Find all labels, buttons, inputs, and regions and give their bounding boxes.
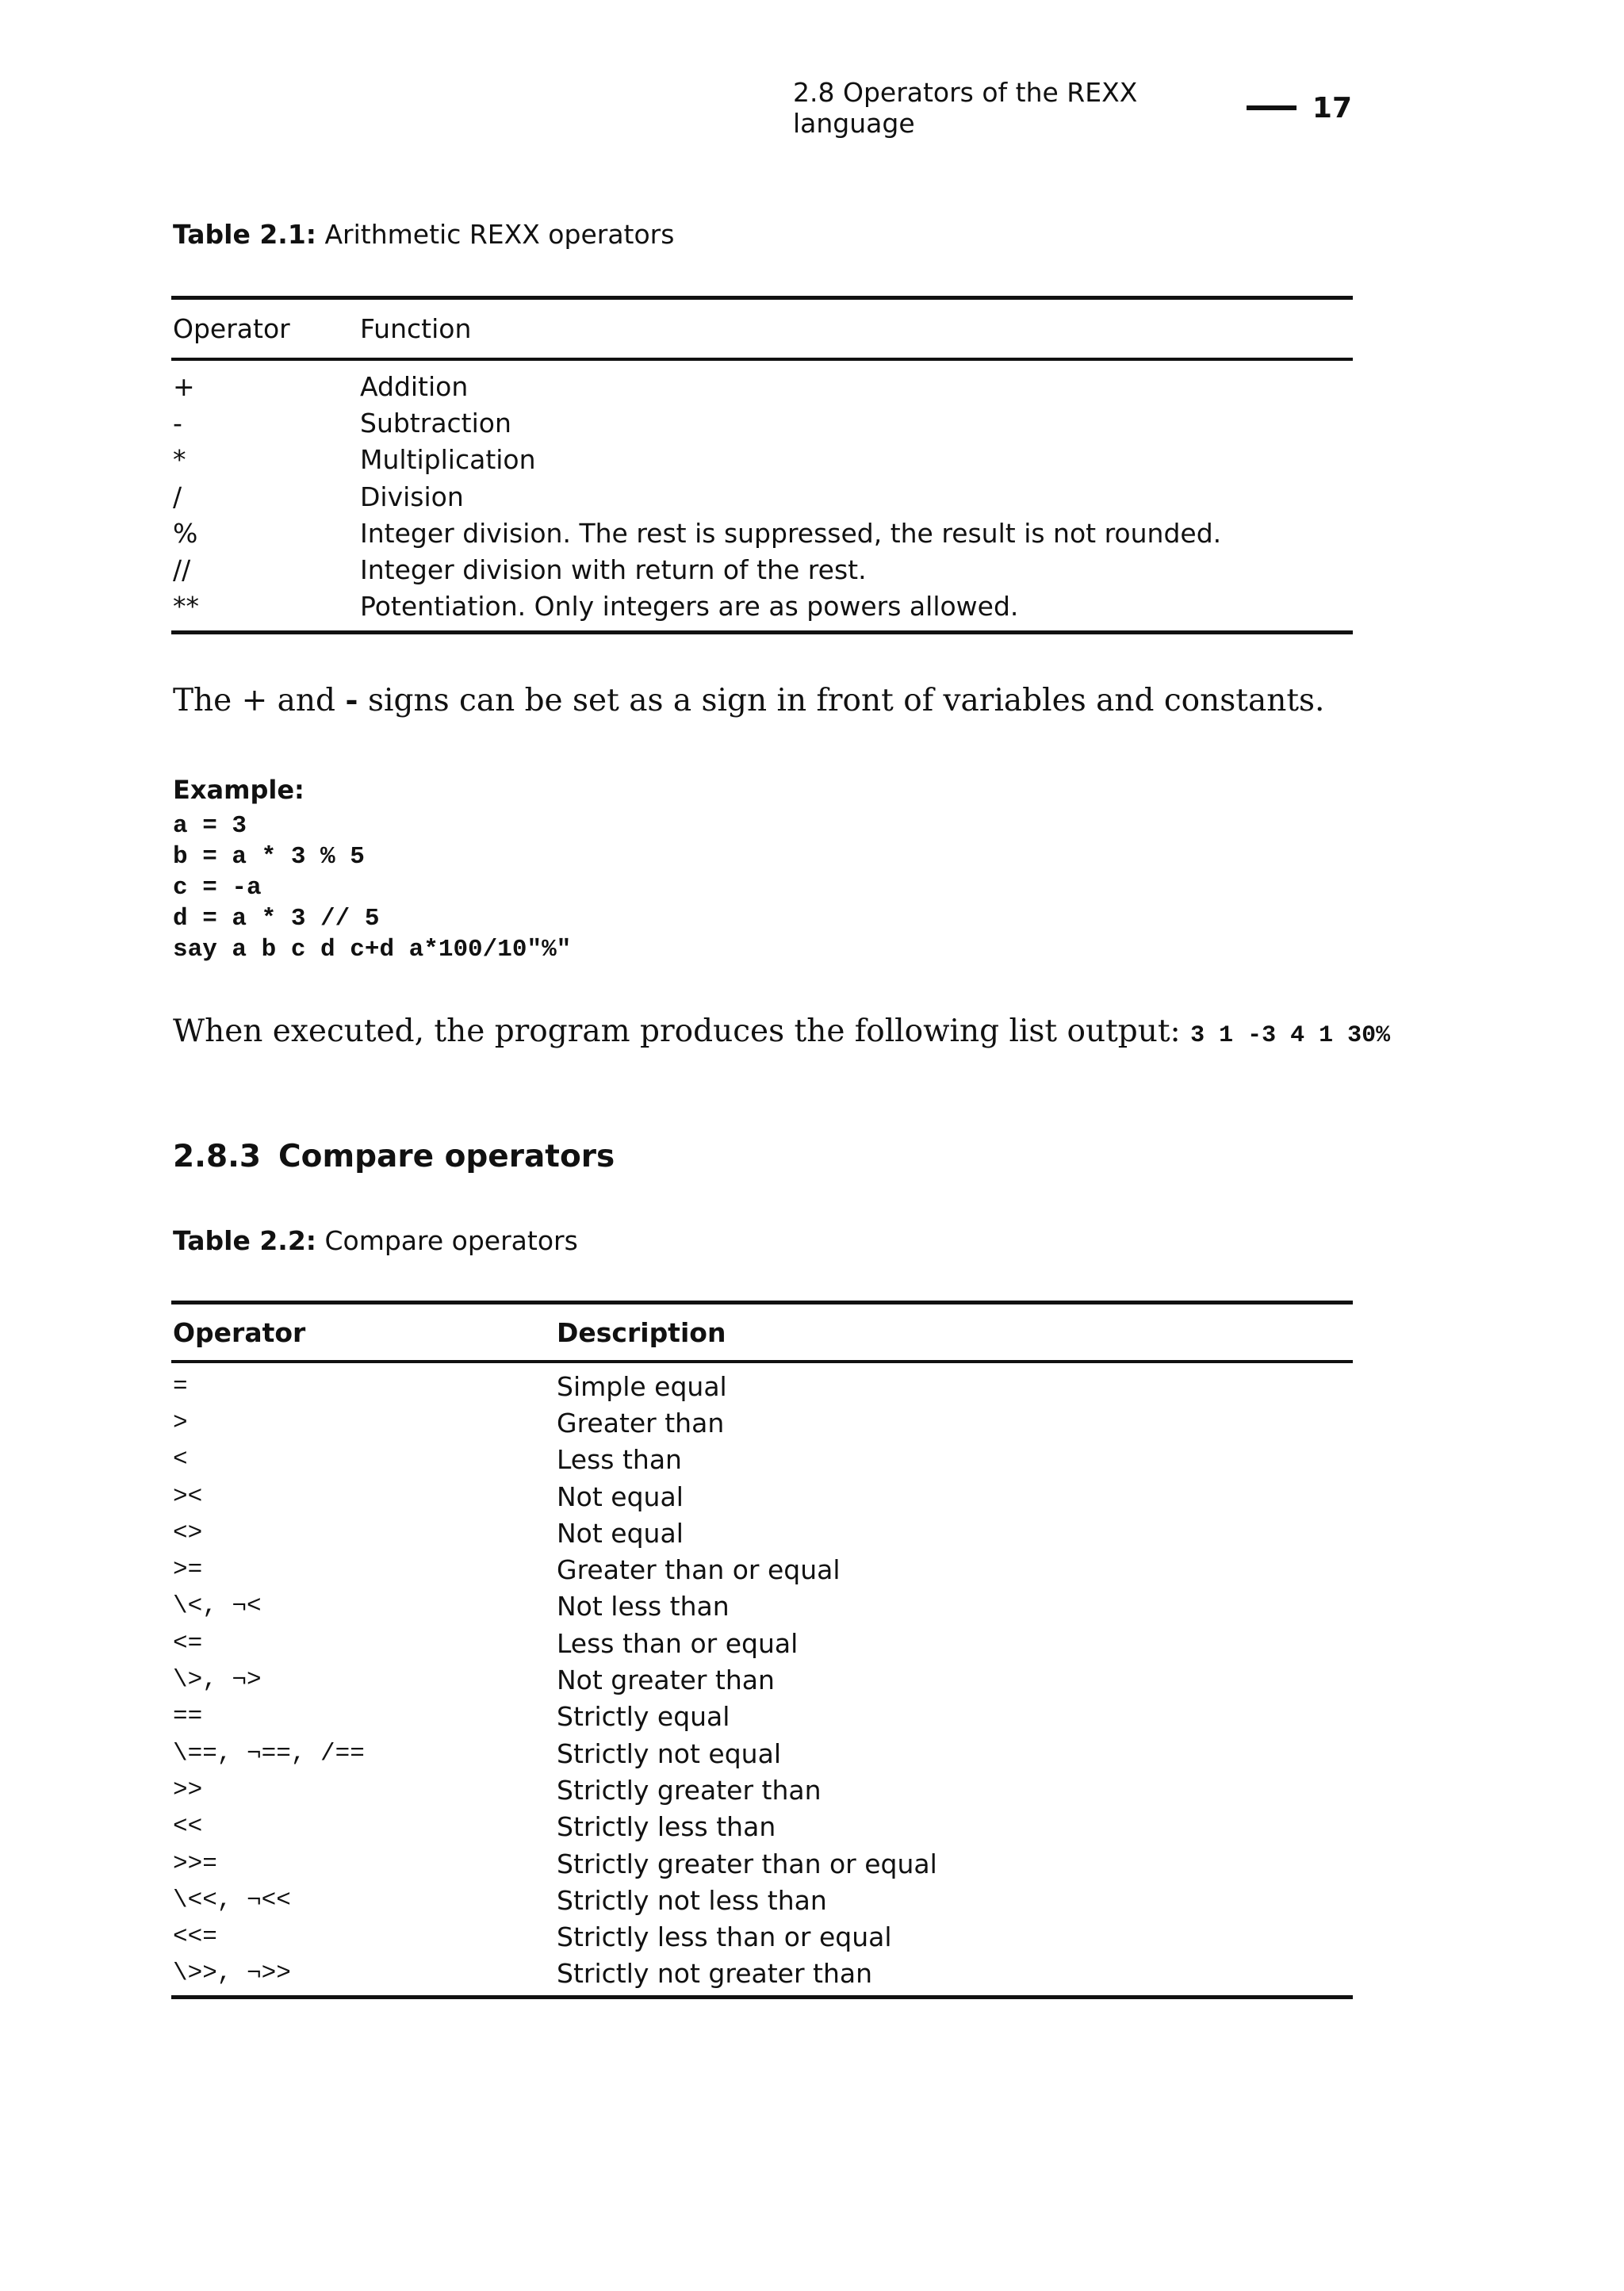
description-cell: Division <box>360 481 464 512</box>
header-rule <box>1247 105 1297 110</box>
table-header-row <box>171 1304 1353 1360</box>
operator-cell: / <box>173 481 182 512</box>
section-number: 2.8.3 <box>173 1139 262 1174</box>
running-header <box>793 77 1352 139</box>
description-cell: Strictly less than <box>557 1811 776 1843</box>
operator-cell: < <box>173 1446 188 1474</box>
description-cell: Strictly equal <box>557 1701 730 1733</box>
code-line: a = 3 <box>173 812 247 840</box>
description-cell: Addition <box>360 370 469 402</box>
code-line: b = a * 3 % 5 <box>173 843 365 871</box>
paragraph-text-part: The + and <box>173 683 346 718</box>
table-row <box>171 1515 1353 1551</box>
table-row <box>171 1956 1353 1992</box>
operator-cell: >> <box>173 1776 203 1804</box>
table-row <box>171 442 1353 478</box>
table-row <box>171 1551 1353 1588</box>
operator-cell: \>, ¬> <box>173 1666 262 1695</box>
operator-cell: \<<, ¬<< <box>173 1886 291 1914</box>
code-line: say a b c d c+d a*100/10"%" <box>173 936 572 964</box>
arithmetic-operators-table <box>171 296 1353 634</box>
table-row <box>171 404 1353 441</box>
column-header-function: Function <box>360 313 472 344</box>
table2-caption <box>173 1225 578 1256</box>
description-cell: Strictly greater than or equal <box>557 1848 937 1879</box>
description-cell: Integer division. The rest is suppressed, the result is not rounded. <box>360 517 1222 549</box>
description-cell: Integer division with return of the rest. <box>360 554 867 586</box>
operator-cell: + <box>173 370 195 402</box>
description-cell: Multiplication <box>360 444 536 476</box>
table-row <box>171 1404 1353 1441</box>
table-row <box>171 1661 1353 1698</box>
operator-cell: >>= <box>173 1849 217 1878</box>
operator-cell: >= <box>173 1556 203 1584</box>
code-line: d = a * 3 // 5 <box>173 905 380 933</box>
operator-cell: << <box>173 1813 203 1841</box>
table-row <box>171 1588 1353 1625</box>
operator-cell: <> <box>173 1519 203 1547</box>
table-row <box>171 1809 1353 1845</box>
table-bottom-rule <box>171 1995 1353 1999</box>
table1-caption-label: Table 2.1: <box>173 219 316 250</box>
description-cell: Strictly not greater than <box>557 1958 873 1990</box>
code-example <box>173 810 571 965</box>
table-header-row <box>171 300 1353 358</box>
code-line: c = -a <box>173 874 262 902</box>
operator-cell: > <box>173 1408 188 1437</box>
table-row <box>171 1845 1353 1882</box>
description-cell: Strictly greater than <box>557 1774 822 1806</box>
table1-caption-text: Arithmetic REXX operators <box>316 219 675 250</box>
description-cell: Strictly not equal <box>557 1737 781 1769</box>
compare-operators-table <box>171 1301 1353 1999</box>
column-header-operator: Operator <box>173 1316 306 1348</box>
description-cell: Simple equal <box>557 1370 727 1402</box>
column-header-description: Description <box>557 1316 726 1348</box>
description-cell: Not equal <box>557 1517 684 1549</box>
table-row <box>171 1735 1353 1772</box>
operator-cell: * <box>173 444 186 476</box>
table-row <box>171 588 1353 625</box>
table-row <box>171 551 1353 588</box>
description-cell: Not greater than <box>557 1665 775 1696</box>
operator-cell: \<, ¬< <box>173 1592 262 1621</box>
operator-cell: = <box>173 1372 188 1400</box>
paragraph-bold-minus: - <box>345 682 358 718</box>
description-cell: Greater than or equal <box>557 1554 841 1586</box>
operator-cell: <= <box>173 1629 203 1657</box>
operator-cell: == <box>173 1703 203 1731</box>
paragraph-output <box>173 1013 1390 1049</box>
table-row <box>171 515 1353 551</box>
table2-caption-text: Compare operators <box>316 1225 578 1256</box>
table-row <box>171 1699 1353 1735</box>
paragraph-text-part: signs can be set as a sign in front of variables and constants. <box>358 683 1325 718</box>
running-header-title: 2.8 Operators of the REXX language <box>793 77 1138 139</box>
paragraph-signs <box>173 682 1324 718</box>
paragraph-output-text: When executed, the program produces the following list output: <box>173 1013 1191 1049</box>
description-cell: Less than or equal <box>557 1627 799 1659</box>
description-cell: Less than <box>557 1444 682 1476</box>
operator-cell: % <box>173 517 198 549</box>
table-row <box>171 1882 1353 1918</box>
operator-cell: - <box>173 407 182 439</box>
table-row <box>171 1368 1353 1404</box>
table1-caption <box>173 219 674 250</box>
table2-caption-label: Table 2.2: <box>173 1225 316 1256</box>
table-row <box>171 1918 1353 1955</box>
page-number: 17 <box>1312 91 1352 125</box>
description-cell: Greater than <box>557 1407 725 1439</box>
table-body <box>171 368 1353 625</box>
section-heading <box>173 1139 615 1174</box>
example-label: Example: <box>173 775 304 805</box>
description-cell: Subtraction <box>360 407 511 439</box>
description-cell: Potentiation. Only integers are as powers allowed. <box>360 591 1019 623</box>
operator-cell: // <box>173 554 191 586</box>
operator-cell: \==, ¬==, /== <box>173 1739 365 1768</box>
table-bottom-rule <box>171 630 1353 634</box>
description-cell: Strictly not less than <box>557 1884 827 1916</box>
table-row <box>171 1625 1353 1661</box>
column-header-operator: Operator <box>173 313 290 344</box>
operator-cell: >< <box>173 1482 203 1511</box>
description-cell: Not less than <box>557 1591 730 1622</box>
inline-code-output: 3 1 -3 4 1 30% <box>1190 1022 1391 1049</box>
description-cell: Not equal <box>557 1481 684 1512</box>
table-row <box>171 1442 1353 1478</box>
operator-cell: ** <box>173 591 199 623</box>
table-row <box>171 368 1353 404</box>
table-body <box>171 1368 1353 1992</box>
operator-cell: <<= <box>173 1923 217 1952</box>
operator-cell: \>>, ¬>> <box>173 1960 291 1988</box>
table-row <box>171 1772 1353 1808</box>
table-row <box>171 1478 1353 1515</box>
description-cell: Strictly less than or equal <box>557 1921 892 1953</box>
table-row <box>171 478 1353 515</box>
section-title: Compare operators <box>278 1139 615 1174</box>
